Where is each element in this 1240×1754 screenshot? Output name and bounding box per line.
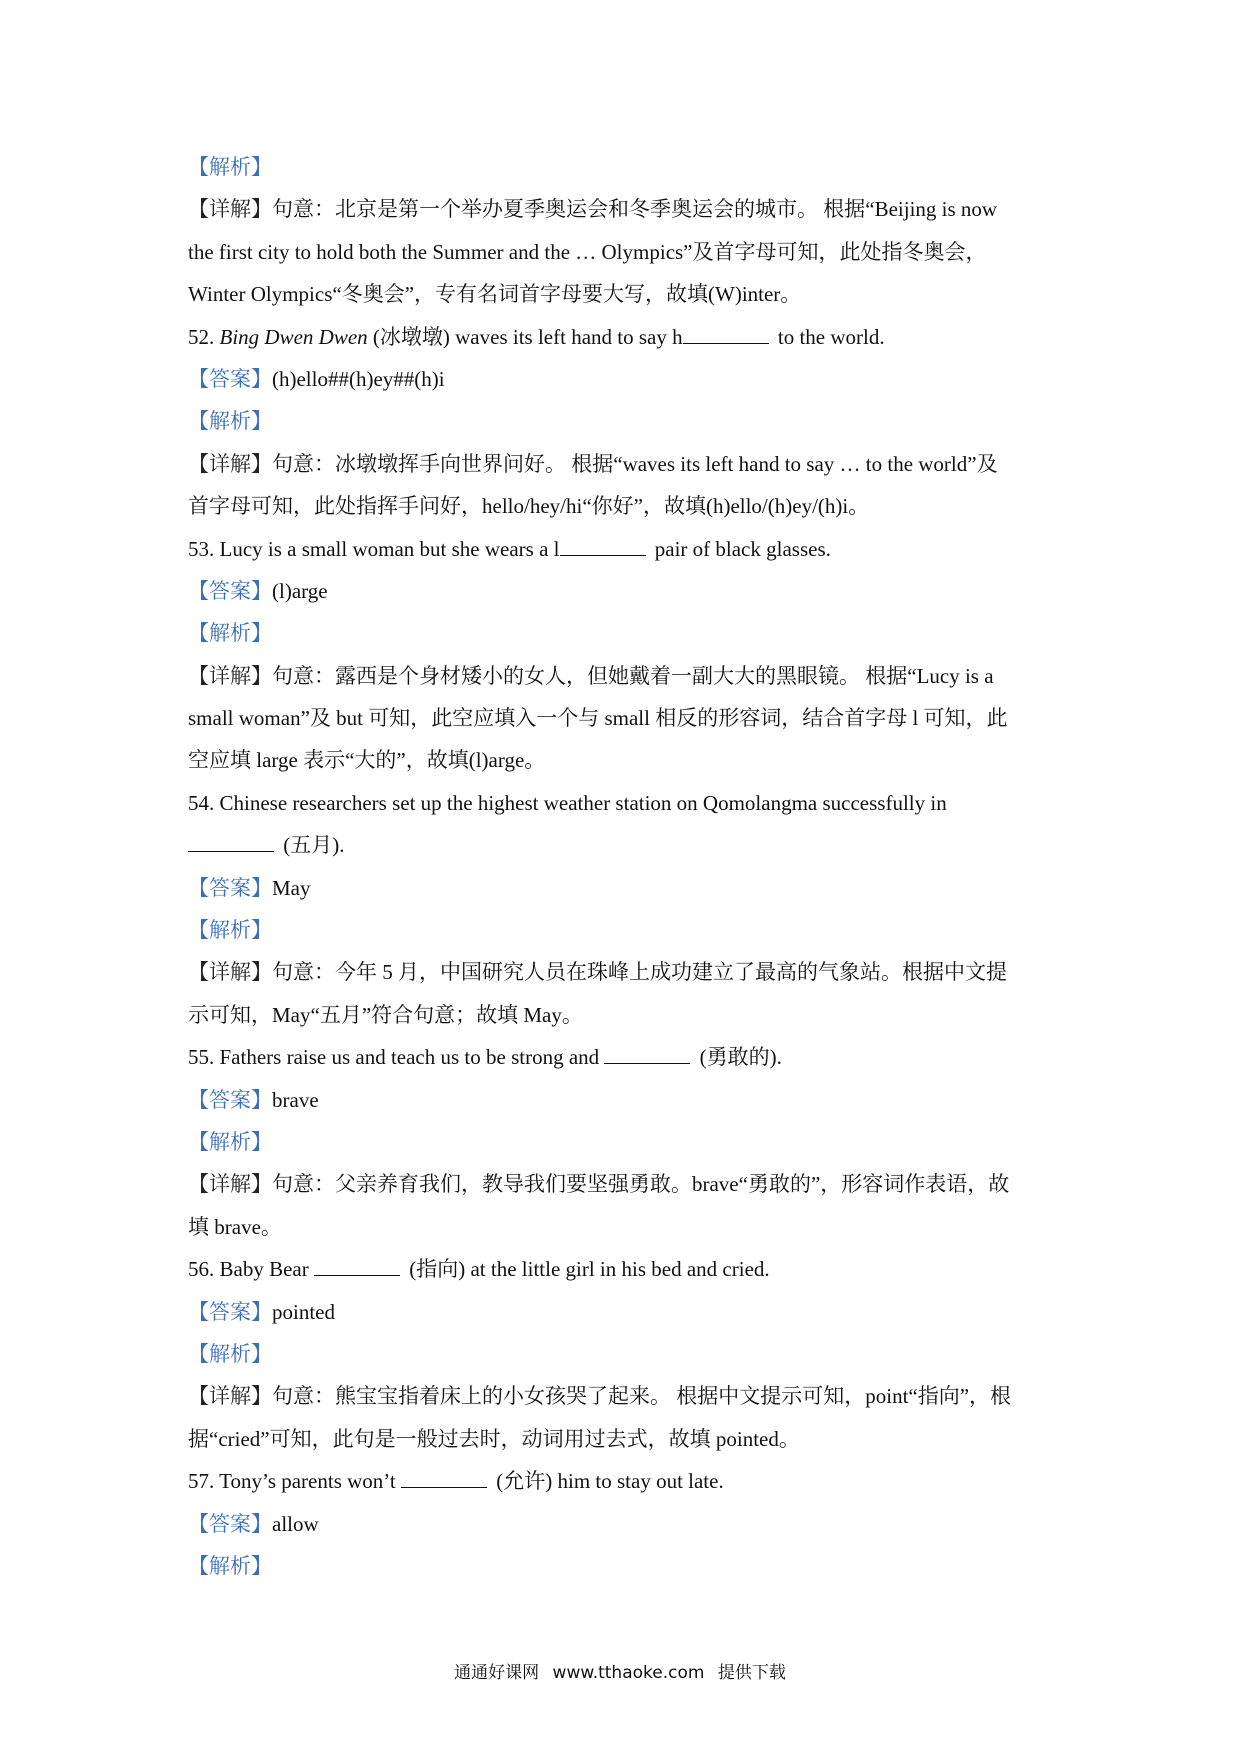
text-line: 句意：北京是第一个举办夏季奥运会和冬季奥运会的城市。 根据“Beijing is now [272,197,998,222]
text-line: 填 brave。 [188,1214,282,1239]
question-text: 56. Baby Bear [188,1257,314,1282]
detail-tag: 【详解】 [188,960,272,985]
analysis-tag: 【解析】 [188,409,272,434]
answer-57 [188,1503,1068,1545]
analysis-label [188,146,1068,188]
question-text: (五月). [278,833,345,858]
analysis-tag: 【解析】 [188,621,272,646]
analysis-label [188,612,1068,654]
detail-tag: 【详解】 [188,1172,272,1197]
page-footer [0,1658,1240,1683]
text-line: 示可知，May“五月”符合句意；故填 May。 [188,1002,583,1027]
footer-site-name: 通通好课网 [454,1663,540,1683]
analysis-label [188,1333,1068,1375]
analysis-tag: 【解析】 [188,918,272,943]
answer-blank [604,1043,690,1064]
analysis-label [188,1545,1068,1587]
answer-53 [188,570,1068,612]
text-line: 空应填 large 表示“大的”，故填(l)arge。 [188,748,546,773]
answer-56 [188,1291,1068,1333]
question-text: (允许) him to stay out late. [491,1469,724,1494]
answer-tag: 【答案】 [188,1511,272,1536]
analysis-tag: 【解析】 [188,1341,272,1366]
answer-text: (l)arge [272,578,328,603]
question-text: 55. Fathers raise us and teach us to be strong and [188,1045,605,1070]
answer-blank [683,323,769,344]
question-52 [188,316,1068,358]
italic-term: Bing Dwen Dwen [219,324,368,349]
question-text: 57. Tony’s parents won’t [188,1469,401,1494]
text-line: 句意：父亲养育我们，教导我们要坚强勇敢。brave“勇敢的”，形容词作表语，故 [272,1172,1010,1197]
question-number: 52. [188,324,220,349]
question-54: 54. Chinese researchers set up the highest weather station on Qomolangma successfully in [188,790,947,815]
analysis-tag: 【解析】 [188,1129,272,1154]
answer-tag: 【答案】 [188,1299,272,1324]
answer-blank [314,1255,400,1276]
detail-paragraph [188,951,1068,993]
question-text: (指向) at the little girl in his bed and cried. [403,1257,770,1282]
analysis-label [188,400,1068,442]
answer-tag: 【答案】 [188,578,272,603]
detail-tag: 【详解】 [188,197,272,222]
question-55 [188,1036,1068,1078]
question-text: (勇敢的). [694,1045,782,1070]
answer-tag: 【答案】 [188,875,272,900]
answer-52 [188,358,1068,400]
text-line: 首字母可知，此处指挥手问好，hello/hey/hi“你好”，故填(h)ello/(h)ey/(h)i。 [188,494,870,519]
footer-url[interactable]: www.tthaoke.com [552,1663,705,1683]
answer-55 [188,1079,1068,1121]
answer-tag: 【答案】 [188,366,272,391]
question-text: (冰墩墩) waves its left hand to say h [367,324,683,349]
analysis-label [188,1121,1068,1163]
text-line: 句意：冰墩墩挥手向世界问好。 根据“waves its left hand to say … to the world”及 [272,451,998,476]
answer-text: (h)ello##(h)ey##(h)i [272,366,445,391]
answer-blank [560,535,646,556]
question-54-continued [188,824,1068,866]
detail-tag: 【详解】 [188,1384,272,1409]
analysis-label [188,909,1068,951]
text-line: 句意：熊宝宝指着床上的小女孩哭了起来。 根据中文提示可知，point“指向”，根 [272,1384,1012,1409]
question-text: to the world. [772,324,885,349]
question-57 [188,1460,1068,1502]
text-line: 句意：露西是个身材矮小的女人，但她戴着一副大大的黑眼镜。 根据“Lucy is a [272,663,994,688]
text-line: the first city to hold both the Summer and the … Olympics”及首字母可知，此处指冬奥会， [188,239,987,264]
answer-tag: 【答案】 [188,1087,272,1112]
footer-note: 提供下载 [717,1663,786,1683]
question-text: 53. Lucy is a small woman but she wears a l [188,536,560,561]
detail-tag: 【详解】 [188,451,272,476]
question-text: pair of black glasses. [649,536,831,561]
answer-text: pointed [272,1299,335,1324]
text-line: small woman”及 but 可知，此空应填入一个与 small 相反的形容词，结合首字母 l 可知，此 [188,706,1008,731]
detail-paragraph [188,188,1068,230]
text-line: Winter Olympics“冬奥会”，专有名词首字母要大写，故填(W)inter。 [188,282,802,307]
answer-text: allow [272,1511,319,1536]
analysis-tag: 【解析】 [188,1553,272,1578]
text-line: 句意：今年 5 月，中国研究人员在珠峰上成功建立了最高的气象站。根据中文提 [272,960,1007,985]
analysis-tag: 【解析】 [188,155,272,179]
answer-blank [401,1467,487,1488]
detail-paragraph [188,1163,1068,1205]
answer-text: May [272,875,311,900]
text-line: 据“cried”可知，此句是一般过去时，动词用过去式，故填 pointed。 [188,1426,800,1451]
answer-blank [188,831,274,852]
answer-text: brave [272,1087,319,1112]
question-56 [188,1248,1068,1290]
detail-tag: 【详解】 [188,663,272,688]
document-body [188,146,1068,1587]
detail-paragraph [188,1375,1068,1417]
answer-54 [188,867,1068,909]
detail-paragraph [188,443,1068,485]
question-53 [188,528,1068,570]
detail-paragraph [188,655,1068,697]
